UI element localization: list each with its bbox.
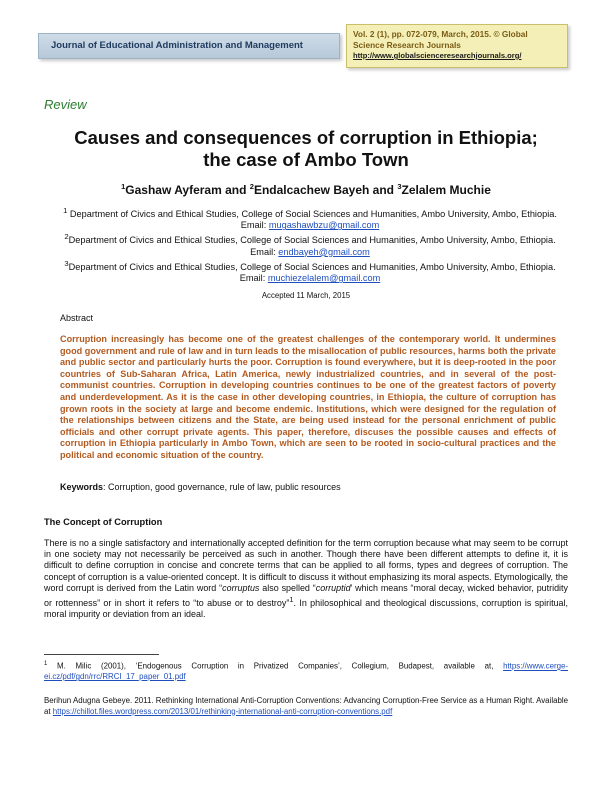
abstract-text: Corruption increasingly has become one of the greatest challenges of the contemporary world. It undermines good government and rule of law and in turn leads to the misallocation of public resources, harms both the private and public sector and particularly hurts the poor. Corruption is found everywhere, but it is deep-rooted in the poor countries of Sub-Saharan Africa, Latin America, newly industrialized countries, and in several of the post-communist countries. Corruption in developing countries continues to be one of the greatest factors of poverty and underdevelopment. As it is the case in other developing countries, in Ethiopia, the culture of corruption has grown roots in the society at large and become endemic. Institutions, which were designed for the regulation of the relationships between citizens and the State, are being used instead for the personal enrichment of public officials and other corrupt private agents. This paper, therefore, discuses the possible causes and effects of corruption in Ethiopia particularly in Ambo Town, which are seen to be rooted in socio-cultural practices and the political and economic situation of the country. bbox=[60, 334, 556, 460]
body-text-1: There is no a single satisfactory and internationally accepted definition for the term corruption because what may seem to be corrupt in one society may not necessarily be perceived as such in another. Though there have been different attempts to define it, it is difficult to define corruption in concise and concrete terms that can be applied to all forms, types and degrees of corruption. The concept of corruption is a value-oriented concept. It is difficult to discuss it without emphasizing its moral aspects. Etymologically, the word corrupt is derived from the Latin word “ bbox=[44, 538, 568, 593]
affiliations bbox=[60, 205, 560, 284]
affiliation-2-text: Department of Civics and Ethical Studies, College of Social Sciences and Humanities, Ambo University, Ambo, Ethiopia. Email: bbox=[68, 235, 556, 257]
affiliation-3-sup: 3 bbox=[64, 258, 69, 268]
journal-name-banner bbox=[38, 33, 340, 59]
abstract-heading: Abstract bbox=[60, 313, 94, 323]
author-1-name: Gashaw Ayferam and bbox=[125, 183, 250, 197]
author-2-sup: 2 bbox=[249, 182, 254, 191]
affiliation-3 bbox=[60, 258, 560, 284]
author-list bbox=[40, 182, 572, 197]
keywords-label: Keywords bbox=[60, 482, 104, 492]
volume-info: Vol. 2 (1), pp. 072-079, March, 2015. © Global Science Research Journals bbox=[353, 29, 528, 50]
author-2-name: Endalcachew Bayeh and bbox=[253, 183, 398, 197]
affiliation-2-email-link[interactable]: endbayeh@gmail.com bbox=[278, 246, 370, 257]
footnote-1-sup: 1 bbox=[44, 661, 48, 667]
journal-name: Journal of Educational Administration and Management bbox=[51, 40, 303, 51]
volume-info-box bbox=[346, 24, 568, 68]
footnote-2-link[interactable]: https://chillot.files.wordpress.com/2013/01/rethinking-international-anti-corruption-conventions.pdf bbox=[52, 706, 393, 716]
affiliation-1-email-link[interactable]: mugashawbzu@gmail.com bbox=[268, 220, 380, 231]
body-text-2: also spelled “ bbox=[259, 582, 316, 593]
section-heading: The Concept of Corruption bbox=[44, 517, 163, 527]
article-type: Review bbox=[44, 97, 87, 112]
footnote-2 bbox=[44, 696, 568, 717]
title-line-2: the case of Ambo Town bbox=[203, 149, 409, 170]
footnote-1 bbox=[44, 659, 568, 683]
accepted-date: Accepted 11 March, 2015 bbox=[261, 291, 351, 300]
title-line-1: Causes and consequences of corruption in Ethiopia; bbox=[74, 127, 538, 148]
keywords-text: : Corruption, good governance, rule of law, public resources bbox=[103, 482, 341, 492]
journal-url-link[interactable]: http://www.globalscienceresearchjournals.org/ bbox=[353, 51, 522, 60]
author-1-sup: 1 bbox=[121, 182, 126, 191]
author-3-name: Zelalem Muchie bbox=[401, 183, 491, 197]
body-italic-2: corruptid bbox=[315, 582, 351, 593]
body-paragraph bbox=[44, 538, 568, 620]
affiliation-3-email-link[interactable]: muchiezelalem@gmail.com bbox=[267, 273, 381, 284]
author-3-sup: 3 bbox=[397, 182, 402, 191]
footnote-divider bbox=[44, 654, 159, 655]
affiliation-1-sup: 1 bbox=[63, 206, 68, 215]
footnote-1-link[interactable]: https://www.cerge-ei.cz/pdf/gdn/rrc/RRCI_17_paper_01.pdf bbox=[44, 661, 568, 682]
affiliation-1 bbox=[60, 205, 560, 231]
body-italic-1: corruptus bbox=[222, 582, 260, 593]
footnote-ref[interactable]: 1 bbox=[289, 595, 294, 605]
paper-title bbox=[40, 127, 572, 171]
affiliation-3-text: Department of Civics and Ethical Studies, College of Social Sciences and Humanities, Ambo University, Ambo, Ethiopia. Email: bbox=[68, 262, 556, 284]
footnote-2-text: Berihun Adugna Gebeye. 2011. Rethinking International Anti-Corruption Conventions: Advancing Corruption-Free Service as a Human Right. Available at bbox=[44, 696, 568, 716]
affiliation-2 bbox=[60, 231, 560, 257]
footnote-1-text: M. Milic (2001), ‘Endogenous Corruption in Privatized Companies’, Collegium, Budapest, available at, bbox=[47, 661, 504, 671]
body-text-3: ’ which means “moral decay, wicked behavior, putridity or rottenness” or in short it refers to “to abuse or to destroy” bbox=[44, 582, 568, 608]
body-text-4: . In philosophical and theological discussions, corruption is spiritual, moral impurity or deviation from an ideal. bbox=[44, 598, 568, 620]
affiliation-2-sup: 2 bbox=[64, 232, 69, 242]
keywords bbox=[60, 482, 560, 492]
affiliation-1-text: Department of Civics and Ethical Studies, College of Social Sciences and Humanities, Ambo University, Ambo, Ethiopia. Email: bbox=[67, 209, 557, 231]
